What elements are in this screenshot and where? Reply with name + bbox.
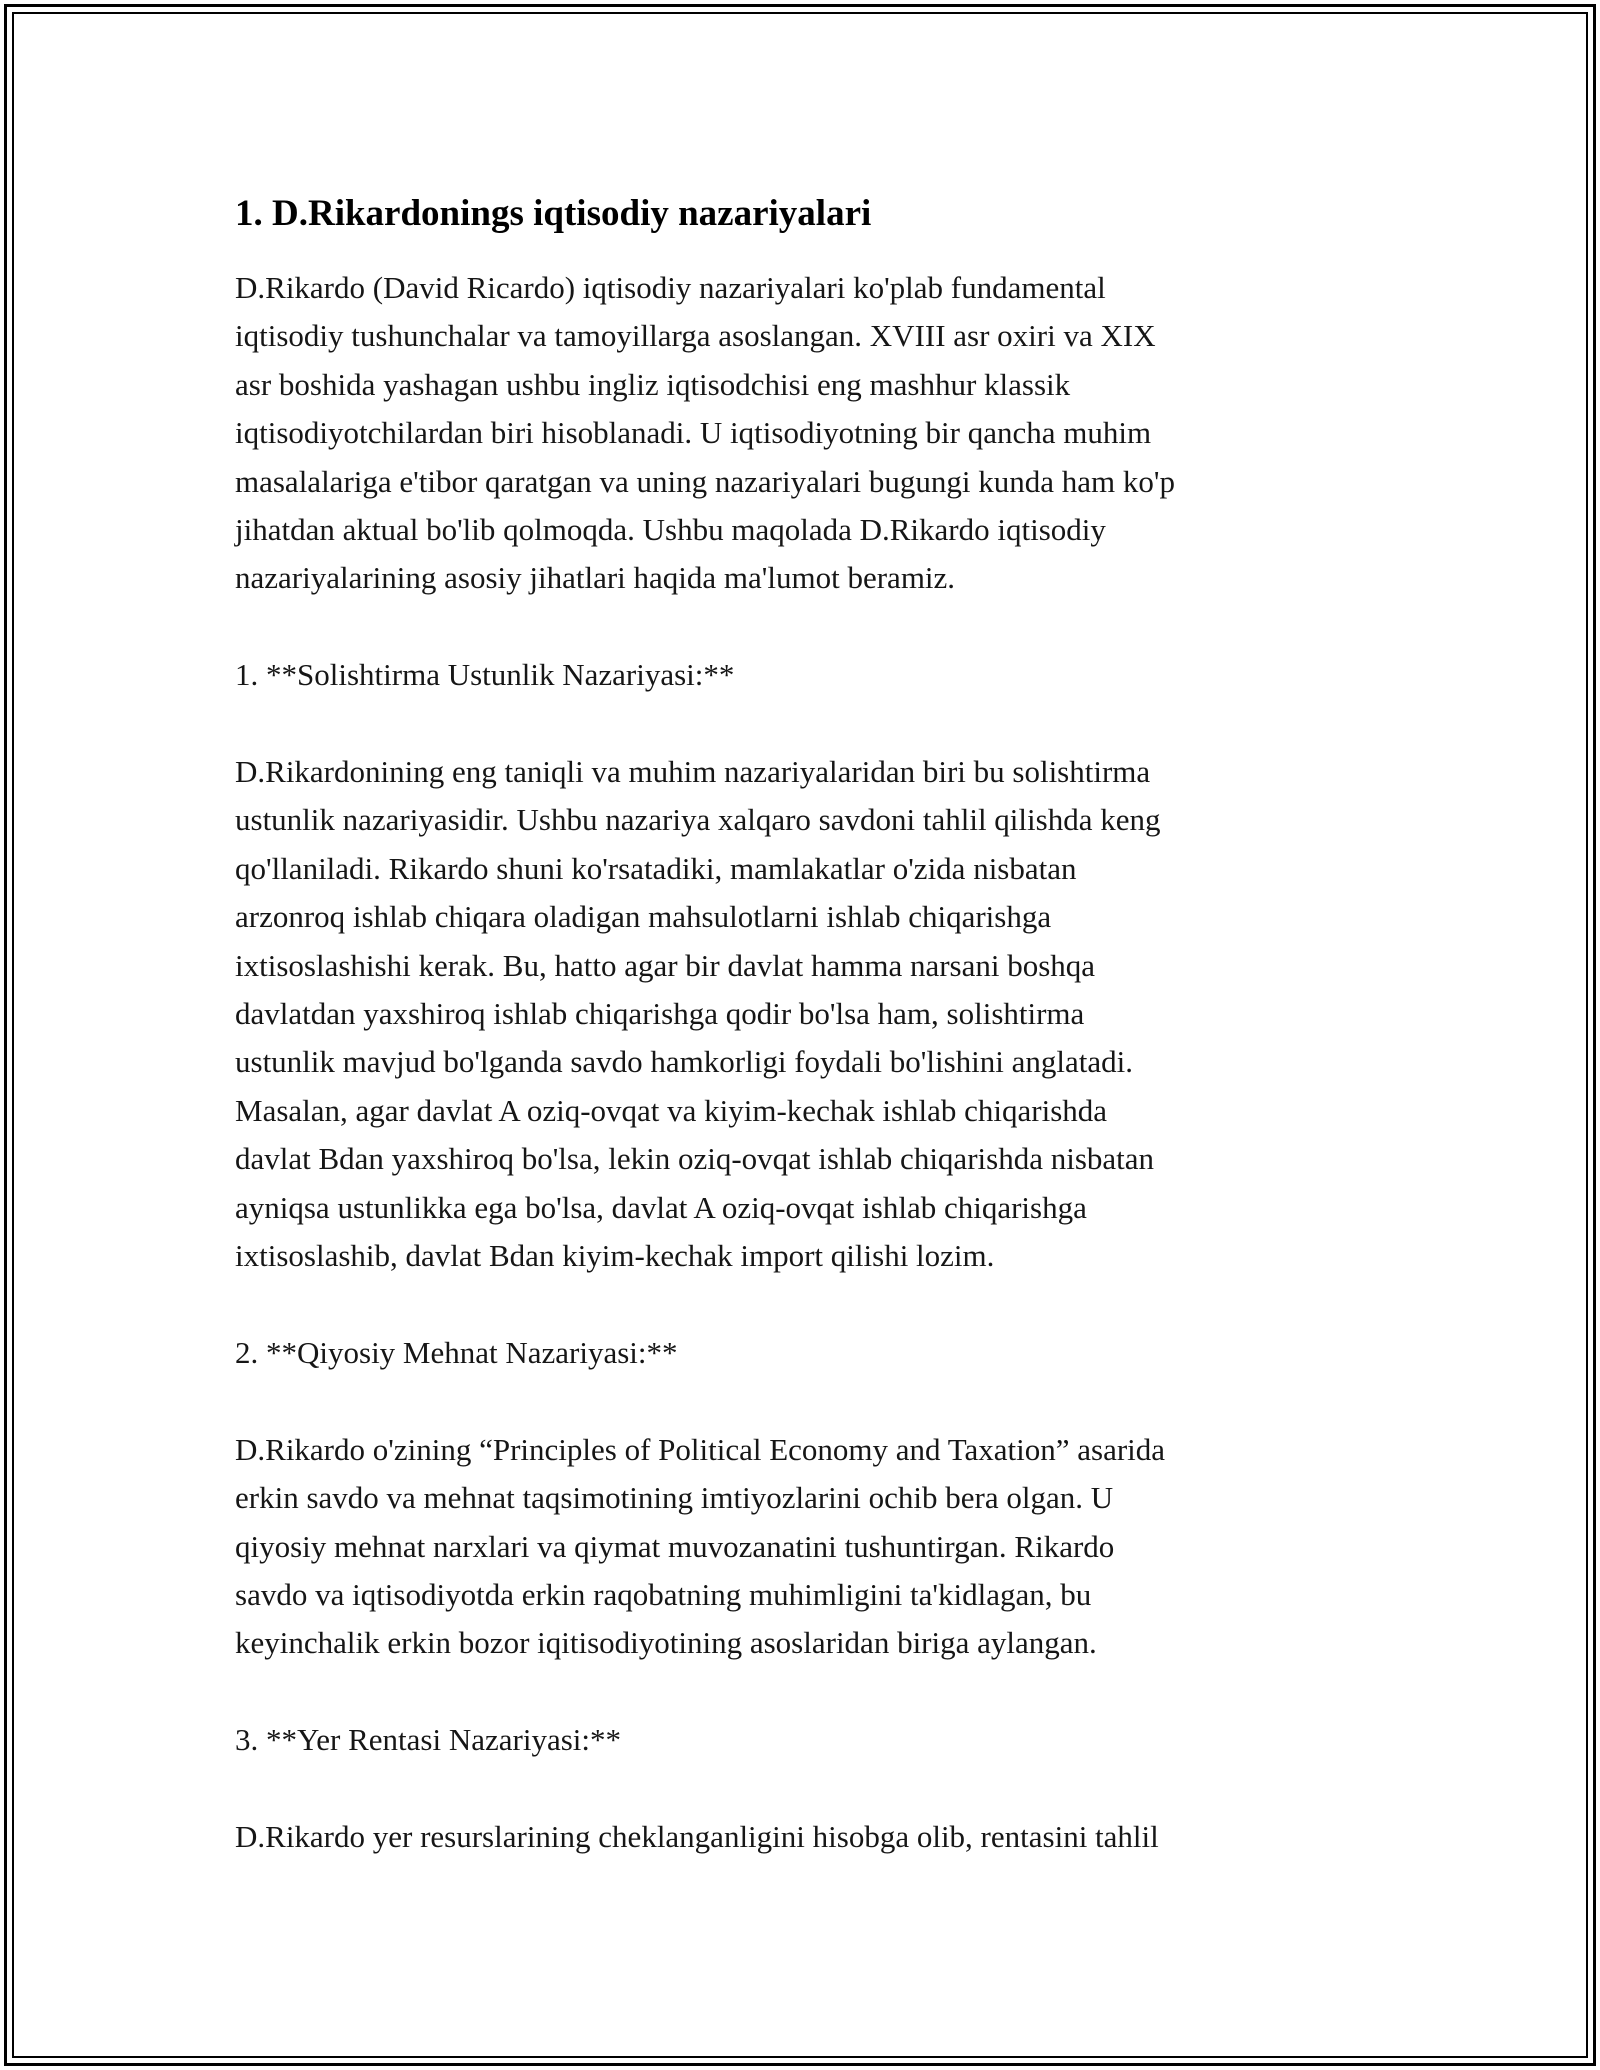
intro-paragraph: D.Rikardo (David Ricardo) iqtisodiy nazariyalari ko'plab fundamental iqtisodiy tushunchalar va tamoyillarga asoslangan. XVIII asr oxiri va XIX asr boshida yashagan ushbu ingliz iqtisodchisi eng mashhur klassik iqtisodiyotchilardan biri hisoblanadi. U iqtisodiyotning bir qancha muhim masalalariga e'tibor qaratgan va uning nazariyalari bugungi kunda ham ko'p jihatdan aktual bo'lib qolmoqda. Ushbu maqolada D.Rikardo iqtisodiy nazariyalarining asosiy jihatlari haqida ma'lumot beramiz. [235,270,1175,596]
paragraph-spacer [235,1765,1365,1813]
section-1-title: 1. **Solishtirma Ustunlik Nazariyasi:** [235,657,735,693]
section-2-title: 2. **Qiyosiy Mehnat Nazariyasi:** [235,1334,678,1370]
section-1-paragraph: D.Rikardonining eng taniqli va muhim nazariyalaridan biri bu solishtirma ustunlik nazariyasidir. Ushbu nazariya xalqaro savdoni tahlil qilishda keng qo'llaniladi. Rikardo shuni ko'rsatadiki, mamlakatlar o'zida nisbatan arzonroq ishlab chiqara oladigan mahsulotlarni ishlab chiqarishga ixtisoslashishi kerak. Bu, hatto agar bir davlat hamma narsani boshqa davlatdan yaxshiroq ishlab chiqarishga qodir bo'lsa ham, solishtirma ustunlik mavjud bo'lganda savdo hamkorligi foydali bo'lishini anglatadi. Masalan, agar davlat A oziq-ovqat va kiyim-kechak ishlab chiqarishda davlat Bdan yaxshiroq bo'lsa, lekin oziq-ovqat ishlab chiqarishda nisbatan ayniqsa ustunlikka ega bo'lsa, davlat A oziq-ovqat ishlab chiqarishga ixtisoslashib, davlat Bdan kiyim-kechak import qilishi lozim. [235,754,1161,1274]
document-body [235,186,1365,1861]
paragraph-spacer [235,603,1365,651]
paragraph-spacer [235,1668,1365,1716]
section-2-paragraph: D.Rikardo o'zining “Principles of Political Economy and Taxation” asarida erkin savdo va mehnat taqsimotining imtiyozlarini ochib bera olgan. U qiyosiy mehnat narxlari va qiymat muvozanatini tushuntirgan. Rikardo savdo va iqtisodiyotda erkin raqobatning muhimligini ta'kidlagan, bu keyinchalik erkin bozor iqitisodiyotining asoslaridan biriga aylangan. [235,1431,1166,1661]
document-heading: 1. D.Rikardonings iqtisodiy nazariyalari [235,193,872,234]
paragraph-spacer [235,1281,1365,1329]
paragraph-spacer [235,700,1365,748]
section-3-title: 3. **Yer Rentasi Nazariyasi:** [235,1722,622,1758]
section-3-paragraph: D.Rikardo yer resurslarining cheklanganligini hisobga olib, rentasini tahlil [235,1818,1159,1854]
paragraph-spacer [235,1377,1365,1425]
